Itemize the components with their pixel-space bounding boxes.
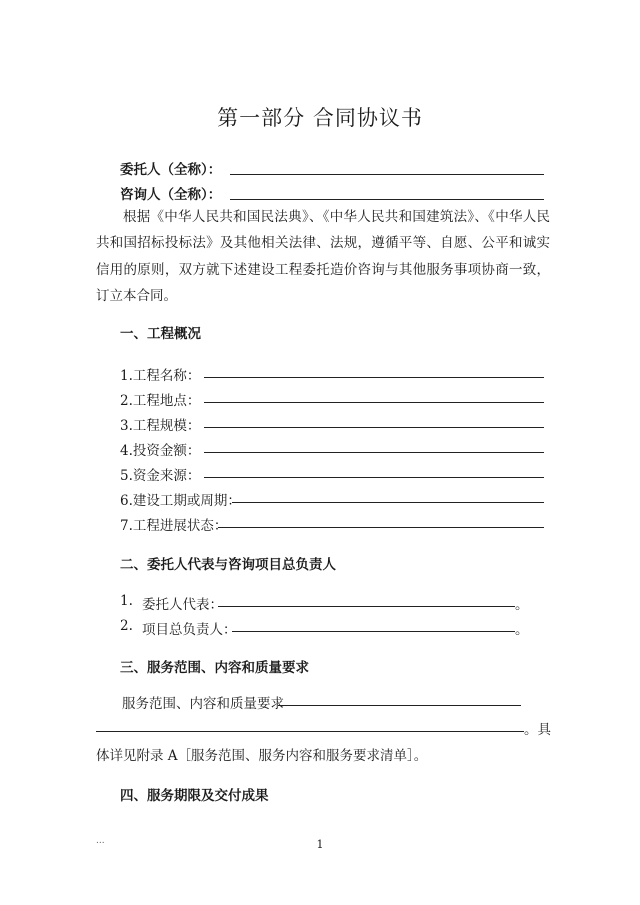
appendix-reference: 体详见附录 A［服务范围、服务内容和服务要求清单］。: [96, 748, 428, 764]
project-name-label: 1.工程名称：: [120, 368, 201, 384]
project-lead-period: 。: [515, 622, 529, 638]
project-lead-field[interactable]: [232, 631, 515, 632]
consultant-label: 咨询人（全称）：: [120, 187, 222, 203]
page-number: 1: [316, 838, 324, 851]
construction-period-label: 6.建设工期或周期：: [120, 493, 241, 509]
investment-amount-label: 4.投资金额：: [120, 443, 201, 459]
page-title: 第一部分 合同协议书: [217, 106, 423, 130]
project-name-field[interactable]: [204, 377, 544, 378]
project-location-label: 2.工程地点：: [120, 393, 201, 409]
client-rep-period: 。: [515, 597, 529, 613]
project-location-field[interactable]: [204, 402, 544, 403]
consultant-name-field[interactable]: [230, 199, 544, 200]
client-rep-label: 委托人代表：: [142, 597, 223, 613]
client-rep-field[interactable]: [218, 606, 515, 607]
project-scale-field[interactable]: [204, 427, 544, 428]
funding-source-label: 5.资金来源：: [120, 468, 201, 484]
section1-heading: 一、工程概况: [120, 326, 201, 342]
service-scope-line-end: 。具: [524, 722, 551, 738]
progress-status-field[interactable]: [218, 527, 544, 528]
section3-heading: 三、服务范围、内容和质量要求: [120, 660, 309, 676]
section2-heading: 二、委托人代表与咨询项目总负责人: [120, 557, 336, 573]
project-lead-number: 2.: [120, 618, 133, 634]
client-rep-number: 1.: [120, 593, 133, 609]
intro-paragraph: 根据《中华人民共和国民法典》、《中华人民共和国建筑法》、《中华人民共和国招标投标法》及其他相关法律、法规，遵循平等、自愿、公平和诚实信用的原则，双方就下述建设工程委托造价咨询与其他服务事项协商一致，订立本合同。: [96, 209, 550, 304]
footer-dots: ...: [96, 836, 105, 846]
funding-source-field[interactable]: [204, 477, 544, 478]
project-scale-label: 3.工程规模：: [120, 418, 201, 434]
project-lead-label: 项目总负责人：: [142, 622, 237, 638]
service-scope-field-1[interactable]: [278, 705, 521, 706]
construction-period-field[interactable]: [232, 502, 544, 503]
client-name-field[interactable]: [230, 174, 544, 175]
service-scope-field-2[interactable]: [96, 731, 524, 732]
investment-amount-field[interactable]: [204, 452, 544, 453]
service-scope-label: 服务范围、内容和质量要求: [122, 696, 284, 712]
section4-heading: 四、服务期限及交付成果: [120, 788, 269, 804]
progress-status-label: 7.工程进展状态：: [120, 518, 228, 534]
client-label: 委托人（全称）：: [120, 162, 222, 178]
